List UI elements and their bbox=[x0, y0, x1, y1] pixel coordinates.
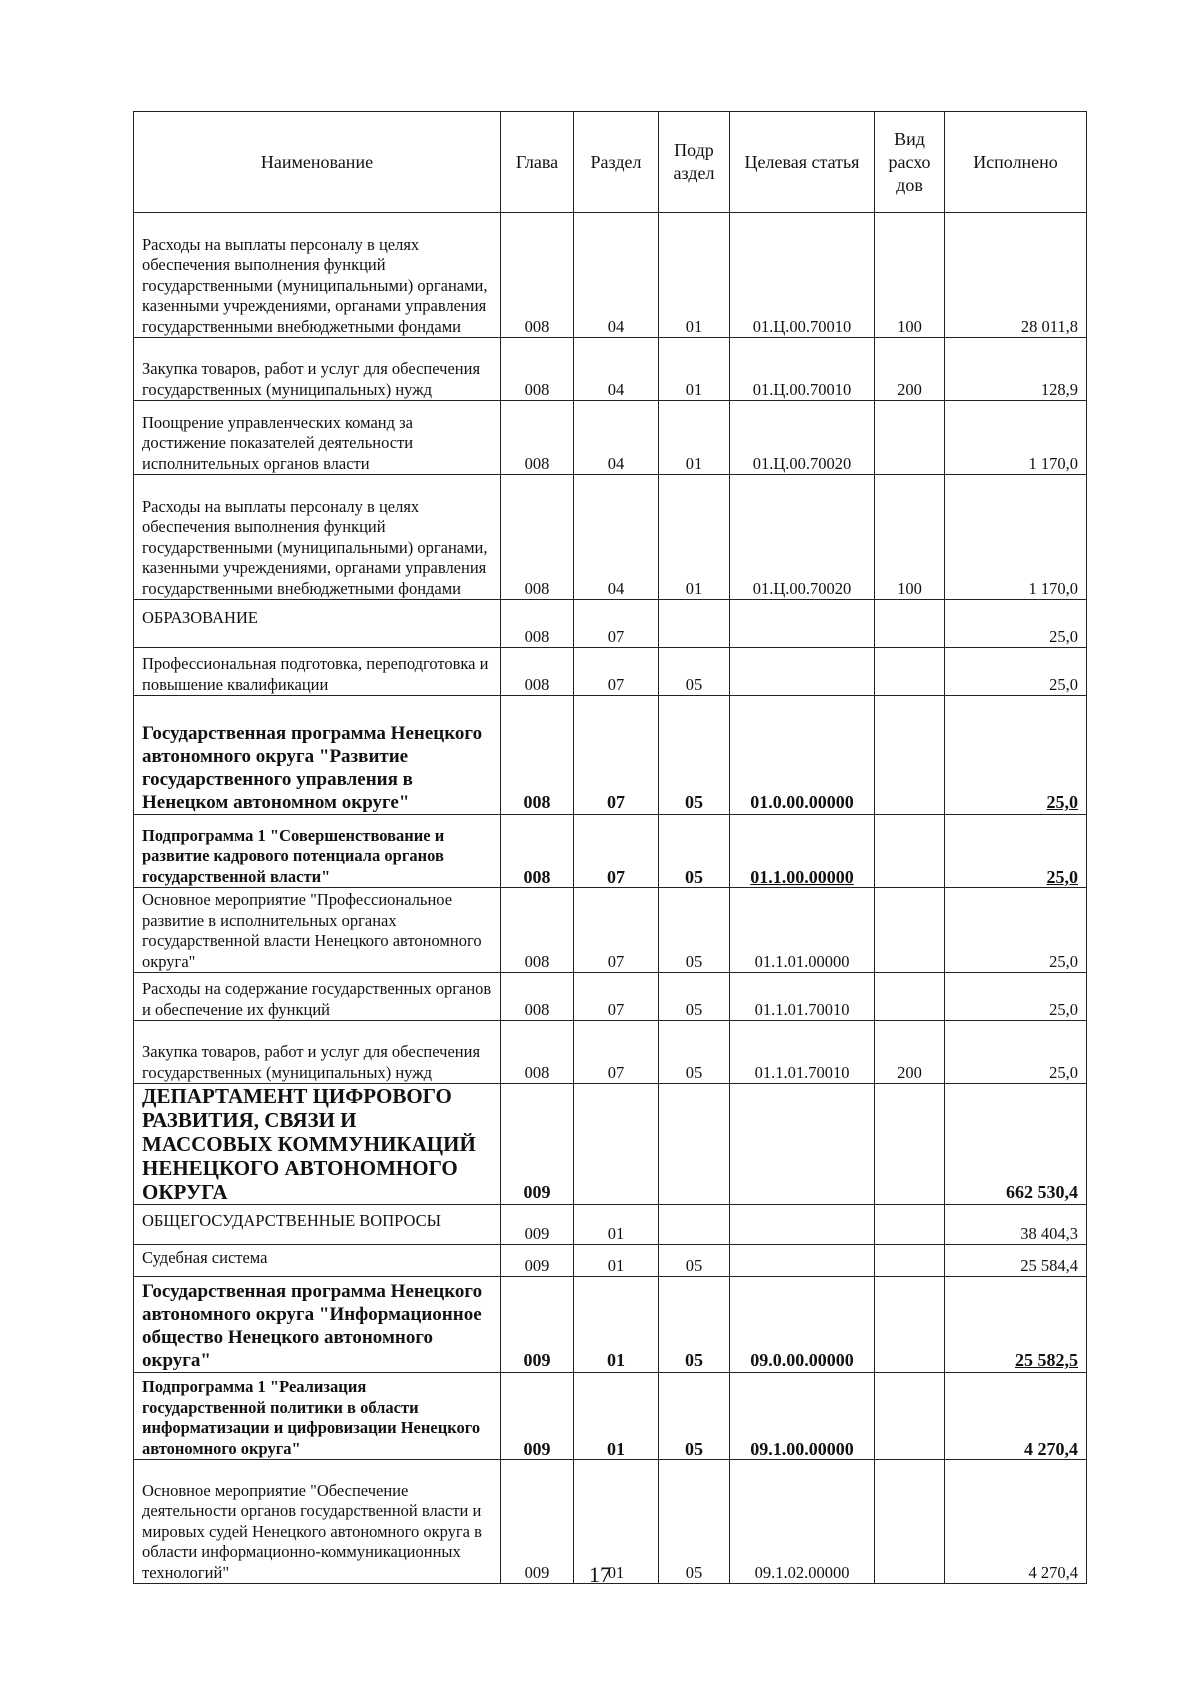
row-vid: 100 bbox=[875, 475, 945, 600]
row-glava: 008 bbox=[501, 475, 574, 600]
header-razdel: Раздел bbox=[574, 112, 659, 213]
row-name: Расходы на содержание государственных органов и обеспечение их функций bbox=[134, 973, 501, 1021]
row-glava: 008 bbox=[501, 973, 574, 1021]
row-ispolneno: 25,0 bbox=[945, 973, 1087, 1021]
row-vid bbox=[875, 973, 945, 1021]
table-row bbox=[134, 696, 1087, 815]
row-podrazdel bbox=[659, 1084, 730, 1205]
row-ispolneno: 25,0 bbox=[945, 1021, 1087, 1084]
row-glava: 009 bbox=[501, 1245, 574, 1277]
row-statya: 01.1.01.00000 bbox=[730, 888, 875, 973]
row-vid bbox=[875, 648, 945, 696]
row-name: Расходы на выплаты персоналу в целях обеспечения выполнения функций государственными (муниципальными) органами, казенными учреждениями, органами управления государственными внебюджетными фондами bbox=[134, 213, 501, 338]
row-razdel: 01 bbox=[574, 1277, 659, 1373]
row-vid bbox=[875, 1245, 945, 1277]
row-name: Судебная система bbox=[134, 1245, 501, 1277]
row-glava: 008 bbox=[501, 338, 574, 401]
row-podrazdel: 05 bbox=[659, 648, 730, 696]
row-vid bbox=[875, 401, 945, 475]
table-row bbox=[134, 475, 1087, 600]
row-statya: 09.1.02.00000 bbox=[730, 1460, 875, 1584]
table-row bbox=[134, 1277, 1087, 1373]
row-vid bbox=[875, 696, 945, 815]
row-statya: 09.0.00.00000 bbox=[730, 1277, 875, 1373]
row-podrazdel: 05 bbox=[659, 1460, 730, 1584]
row-glava: 008 bbox=[501, 888, 574, 973]
row-statya: 09.1.00.00000 bbox=[730, 1373, 875, 1460]
row-vid: 200 bbox=[875, 1021, 945, 1084]
row-glava: 008 bbox=[501, 815, 574, 888]
row-glava: 008 bbox=[501, 648, 574, 696]
row-vid bbox=[875, 1084, 945, 1205]
row-ispolneno: 25 584,4 bbox=[945, 1245, 1087, 1277]
row-name: ОБРАЗОВАНИЕ bbox=[134, 600, 501, 648]
header-vid: Вид расхо дов bbox=[875, 112, 945, 213]
row-ispolneno: 25,0 bbox=[945, 696, 1087, 815]
header-ispolneno: Исполнено bbox=[945, 112, 1087, 213]
row-podrazdel: 05 bbox=[659, 973, 730, 1021]
row-ispolneno: 1 170,0 bbox=[945, 401, 1087, 475]
row-name: Подпрограмма 1 "Реализация государственной политики в области информатизации и цифровизации Ненецкого автономного округа" bbox=[134, 1373, 501, 1460]
row-name: Государственная программа Ненецкого автономного округа "Развитие государственного управления в Ненецком автономном округе" bbox=[134, 696, 501, 815]
row-razdel: 07 bbox=[574, 1021, 659, 1084]
row-ispolneno: 25 582,5 bbox=[945, 1277, 1087, 1373]
row-name: Профессиональная подготовка, переподготовка и повышение квалификации bbox=[134, 648, 501, 696]
row-vid bbox=[875, 600, 945, 648]
row-ispolneno: 25,0 bbox=[945, 600, 1087, 648]
row-statya bbox=[730, 1205, 875, 1245]
row-podrazdel: 05 bbox=[659, 1021, 730, 1084]
row-name: Закупка товаров, работ и услуг для обеспечения государственных (муниципальных) нужд bbox=[134, 1021, 501, 1084]
row-statya: 01.Ц.00.70020 bbox=[730, 401, 875, 475]
row-razdel: 01 bbox=[574, 1373, 659, 1460]
row-glava: 009 bbox=[501, 1205, 574, 1245]
row-statya: 01.1.00.00000 bbox=[730, 815, 875, 888]
row-podrazdel: 05 bbox=[659, 815, 730, 888]
row-podrazdel: 01 bbox=[659, 338, 730, 401]
row-statya bbox=[730, 600, 875, 648]
row-podrazdel bbox=[659, 1205, 730, 1245]
row-podrazdel: 01 bbox=[659, 213, 730, 338]
row-razdel: 04 bbox=[574, 213, 659, 338]
page-number: 17 bbox=[589, 1562, 611, 1587]
row-vid: 200 bbox=[875, 338, 945, 401]
row-name: Основное мероприятие "Профессиональное развитие в исполнительных органах государственной власти Ненецкого автономного округа" bbox=[134, 888, 501, 973]
row-razdel: 04 bbox=[574, 401, 659, 475]
row-razdel: 04 bbox=[574, 475, 659, 600]
row-ispolneno: 25,0 bbox=[945, 815, 1087, 888]
row-ispolneno: 128,9 bbox=[945, 338, 1087, 401]
row-statya: 01.0.00.00000 bbox=[730, 696, 875, 815]
row-razdel bbox=[574, 1084, 659, 1205]
row-statya: 01.Ц.00.70010 bbox=[730, 338, 875, 401]
row-glava: 008 bbox=[501, 213, 574, 338]
row-name: ДЕПАРТАМЕНТ ЦИФРОВОГО РАЗВИТИЯ, СВЯЗИ И МАССОВЫХ КОММУНИКАЦИЙ НЕНЕЦКОГО АВТОНОМНОГО ОКРУГА bbox=[134, 1084, 501, 1205]
row-ispolneno: 28 011,8 bbox=[945, 213, 1087, 338]
row-statya bbox=[730, 1084, 875, 1205]
row-glava: 009 bbox=[501, 1084, 574, 1205]
table-row bbox=[134, 1245, 1087, 1277]
table-row bbox=[134, 338, 1087, 401]
row-podrazdel: 01 bbox=[659, 475, 730, 600]
row-podrazdel: 05 bbox=[659, 1277, 730, 1373]
row-podrazdel: 05 bbox=[659, 1373, 730, 1460]
table-row bbox=[134, 600, 1087, 648]
header-statya: Целевая статья bbox=[730, 112, 875, 213]
row-razdel: 07 bbox=[574, 600, 659, 648]
row-ispolneno: 4 270,4 bbox=[945, 1373, 1087, 1460]
row-name: Государственная программа Ненецкого автономного округа "Информационное общество Ненецкого автономного округа" bbox=[134, 1277, 501, 1373]
row-ispolneno: 662 530,4 bbox=[945, 1084, 1087, 1205]
header-glava: Глава bbox=[501, 112, 574, 213]
row-razdel: 01 bbox=[574, 1460, 659, 1584]
row-vid bbox=[875, 1205, 945, 1245]
row-podrazdel: 01 bbox=[659, 401, 730, 475]
row-name: Подпрограмма 1 "Совершенствование и развитие кадрового потенциала органов государственной власти" bbox=[134, 815, 501, 888]
table-row bbox=[134, 1021, 1087, 1084]
row-razdel: 07 bbox=[574, 888, 659, 973]
row-razdel: 07 bbox=[574, 815, 659, 888]
row-statya: 01.Ц.00.70010 bbox=[730, 213, 875, 338]
header-podrazdel: Подр аздел bbox=[659, 112, 730, 213]
row-glava: 009 bbox=[501, 1277, 574, 1373]
table-row bbox=[134, 1373, 1087, 1460]
row-statya bbox=[730, 648, 875, 696]
row-glava: 008 bbox=[501, 696, 574, 815]
row-ispolneno: 1 170,0 bbox=[945, 475, 1087, 600]
row-ispolneno: 38 404,3 bbox=[945, 1205, 1087, 1245]
row-glava: 009 bbox=[501, 1373, 574, 1460]
row-vid bbox=[875, 815, 945, 888]
row-name: Поощрение управленческих команд за достижение показателей деятельности исполнительных органов власти bbox=[134, 401, 501, 475]
table-row bbox=[134, 815, 1087, 888]
table-row bbox=[134, 1205, 1087, 1245]
table-row bbox=[134, 213, 1087, 338]
row-statya: 01.1.01.70010 bbox=[730, 1021, 875, 1084]
row-ispolneno: 4 270,4 bbox=[945, 1460, 1087, 1584]
row-razdel: 07 bbox=[574, 973, 659, 1021]
row-razdel: 01 bbox=[574, 1205, 659, 1245]
row-podrazdel: 05 bbox=[659, 696, 730, 815]
row-razdel: 04 bbox=[574, 338, 659, 401]
row-statya: 01.1.01.70010 bbox=[730, 973, 875, 1021]
row-name: Расходы на выплаты персоналу в целях обеспечения выполнения функций государственными (муниципальными) органами, казенными учреждениями, органами управления государственными внебюджетными фондами bbox=[134, 475, 501, 600]
row-name: Закупка товаров, работ и услуг для обеспечения государственных (муниципальных) нужд bbox=[134, 338, 501, 401]
row-glava: 008 bbox=[501, 600, 574, 648]
table-row bbox=[134, 888, 1087, 973]
table-row bbox=[134, 648, 1087, 696]
row-statya: 01.Ц.00.70020 bbox=[730, 475, 875, 600]
row-razdel: 07 bbox=[574, 696, 659, 815]
row-razdel: 01 bbox=[574, 1245, 659, 1277]
row-statya bbox=[730, 1245, 875, 1277]
row-vid bbox=[875, 1277, 945, 1373]
header-row bbox=[134, 112, 1087, 213]
row-podrazdel: 05 bbox=[659, 1245, 730, 1277]
row-name: ОБЩЕГОСУДАРСТВЕННЫЕ ВОПРОСЫ bbox=[134, 1205, 501, 1245]
row-ispolneno: 25,0 bbox=[945, 648, 1087, 696]
row-glava: 008 bbox=[501, 401, 574, 475]
budget-table bbox=[133, 111, 1087, 1584]
row-glava: 008 bbox=[501, 1021, 574, 1084]
row-vid bbox=[875, 1373, 945, 1460]
table-row bbox=[134, 1084, 1087, 1205]
row-ispolneno: 25,0 bbox=[945, 888, 1087, 973]
table-row bbox=[134, 973, 1087, 1021]
header-name: Наименование bbox=[134, 112, 501, 213]
table-row bbox=[134, 401, 1087, 475]
row-name: Основное мероприятие "Обеспечение деятельности органов государственной власти и мировых судей Ненецкого автономного округа в области информационно-коммуникационных технологий" bbox=[134, 1460, 501, 1584]
row-vid bbox=[875, 888, 945, 973]
row-vid: 100 bbox=[875, 213, 945, 338]
row-podrazdel: 05 bbox=[659, 888, 730, 973]
row-podrazdel bbox=[659, 600, 730, 648]
row-razdel: 07 bbox=[574, 648, 659, 696]
row-glava: 009 bbox=[501, 1460, 574, 1584]
